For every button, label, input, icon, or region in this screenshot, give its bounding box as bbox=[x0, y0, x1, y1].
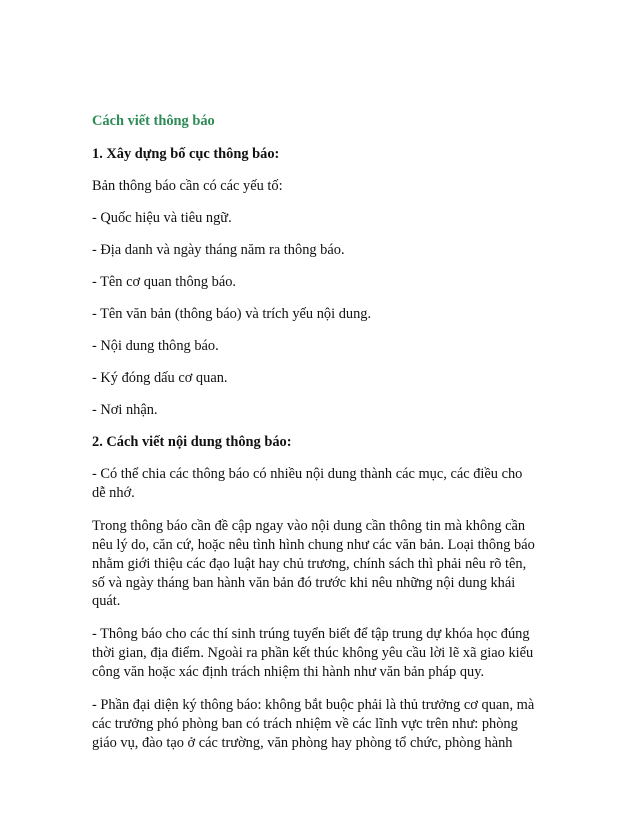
list-item: - Tên cơ quan thông báo. bbox=[92, 274, 237, 290]
document-page bbox=[92, 112, 550, 767]
section-1-intro: Bản thông báo cần có các yếu tố: bbox=[92, 178, 283, 194]
list-item: - Nội dung thông báo. bbox=[92, 338, 219, 354]
section-2-paragraph-2 bbox=[92, 517, 550, 612]
paragraph-line: công văn hoặc xác định trách nhiệm thi hành như văn bản pháp quy. bbox=[92, 664, 485, 681]
section-2-paragraph-3 bbox=[92, 625, 550, 682]
paragraph-line: dễ nhớ. bbox=[92, 484, 135, 501]
section-2-paragraph-4 bbox=[92, 696, 550, 753]
list-item: - Quốc hiệu và tiêu ngữ. bbox=[92, 210, 232, 226]
list-item: - Ký đóng dấu cơ quan. bbox=[92, 370, 228, 386]
paragraph-line: - Phần đại diện ký thông báo: không bắt buộc phải là thủ trưởng cơ quan, mà bbox=[92, 697, 535, 714]
paragraph-line: các trưởng phó phòng ban có trách nhiệm về các lĩnh vực trên như: phòng bbox=[92, 715, 518, 732]
document-title: Cách viết thông báo bbox=[92, 113, 215, 129]
paragraph-line: - Thông báo cho các thí sinh trúng tuyển biết để tập trung dự khóa học đúng bbox=[92, 626, 530, 643]
paragraph-line: Trong thông báo cần đề cập ngay vào nội dung cần thông tin mà không cần bbox=[92, 517, 526, 534]
section-1-heading: 1. Xây dựng bố cục thông báo: bbox=[92, 146, 280, 162]
list-item: - Tên văn bản (thông báo) và trích yếu nội dung. bbox=[92, 306, 372, 322]
paragraph-line: thời gian, địa điểm. Ngoài ra phần kết thúc không yêu cầu lời lẽ xã giao kiểu bbox=[92, 645, 534, 662]
list-item: - Nơi nhận. bbox=[92, 402, 158, 418]
paragraph-line: số và ngày tháng ban hành văn bản đó trước khi nêu những nội dung khái bbox=[92, 574, 516, 591]
paragraph-line: - Có thể chia các thông báo có nhiều nội dung thành các mục, các điều cho bbox=[92, 466, 523, 482]
section-2-paragraph-1 bbox=[92, 465, 550, 503]
paragraph-line: giáo vụ, đào tạo ở các trường, văn phòng hay phòng tổ chức, phòng hành bbox=[92, 734, 513, 751]
list-item: - Địa danh và ngày tháng năm ra thông báo. bbox=[92, 242, 345, 258]
paragraph-line: nêu lý do, căn cứ, hoặc nêu tình hình chung như các văn bản. Loại thông báo bbox=[92, 536, 535, 553]
paragraph-line: quát. bbox=[92, 593, 121, 610]
section-2-heading: 2. Cách viết nội dung thông báo: bbox=[92, 434, 292, 450]
paragraph-line: nhằm giới thiệu các đạo luật hay chủ trương, chính sách thì phải nêu rõ tên, bbox=[92, 555, 527, 572]
